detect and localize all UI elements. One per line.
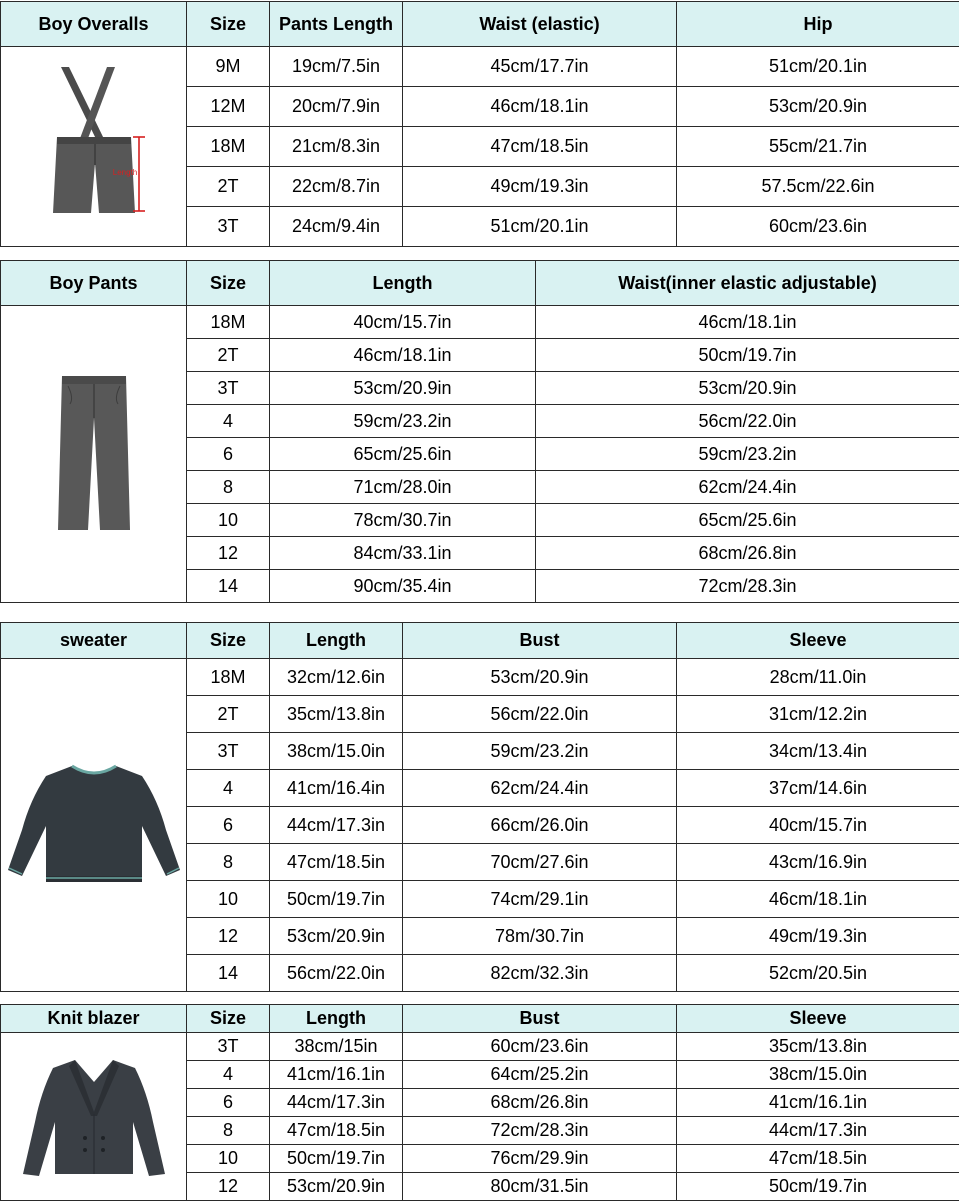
bust-cell: 76cm/29.9in [403,1145,677,1173]
bust-cell: 74cm/29.1in [403,881,677,918]
bust-cell: 66cm/26.0in [403,807,677,844]
size-cell: 14 [187,955,270,992]
header-sleeve: Sleeve [677,623,959,659]
size-cell: 6 [187,438,270,471]
length-cell: 56cm/22.0in [270,955,403,992]
bust-cell: 64cm/25.2in [403,1061,677,1089]
length-cell: 38cm/15in [270,1033,403,1061]
bust-cell: 80cm/31.5in [403,1173,677,1201]
header-pants-length: Pants Length [270,2,403,47]
size-cell: 9M [187,47,270,87]
bust-cell: 59cm/23.2in [403,733,677,770]
waist-cell: 46cm/18.1in [536,306,959,339]
size-cell: 4 [187,1061,270,1089]
waist-cell: 62cm/24.4in [536,471,959,504]
blazer-size-table [0,1004,959,1201]
bust-cell: 78m/30.7in [403,918,677,955]
table-header-row [1,261,959,306]
header-product: Knit blazer [1,1005,187,1033]
length-cell: 44cm/17.3in [270,807,403,844]
length-cell: 71cm/28.0in [270,471,536,504]
waist-cell: 51cm/20.1in [403,207,677,247]
length-cell: 59cm/23.2in [270,405,536,438]
pants-length-cell: 20cm/7.9in [270,87,403,127]
sleeve-cell: 40cm/15.7in [677,807,959,844]
sleeve-cell: 28cm/11.0in [677,659,959,696]
waist-cell: 72cm/28.3in [536,570,959,603]
hip-cell: 53cm/20.9in [677,87,959,127]
length-cell: 41cm/16.4in [270,770,403,807]
size-cell: 8 [187,1117,270,1145]
sleeve-cell: 43cm/16.9in [677,844,959,881]
size-cell: 10 [187,504,270,537]
header-product: sweater [1,623,187,659]
length-cell: 41cm/16.1in [270,1061,403,1089]
length-cell: 53cm/20.9in [270,918,403,955]
size-cell: 10 [187,1145,270,1173]
sweater-illustration [6,760,182,890]
size-cell: 2T [187,696,270,733]
bust-cell: 82cm/32.3in [403,955,677,992]
size-cell: 12 [187,918,270,955]
length-cell: 32cm/12.6in [270,659,403,696]
header-size: Size [187,2,270,47]
sleeve-cell: 50cm/19.7in [677,1173,959,1201]
size-cell: 2T [187,339,270,372]
table-row [1,47,959,87]
pants-length-cell: 19cm/7.5in [270,47,403,87]
length-cell: 90cm/35.4in [270,570,536,603]
header-bust: Bust [403,623,677,659]
table-row [1,1033,959,1061]
length-cell: 50cm/19.7in [270,881,403,918]
sleeve-cell: 37cm/14.6in [677,770,959,807]
size-cell: 6 [187,807,270,844]
size-cell: 14 [187,570,270,603]
sleeve-cell: 49cm/19.3in [677,918,959,955]
length-cell: 46cm/18.1in [270,339,536,372]
header-length: Length [270,623,403,659]
header-product: Boy Overalls [1,2,187,47]
size-cell: 12M [187,87,270,127]
size-cell: 4 [187,405,270,438]
length-cell: 78cm/30.7in [270,504,536,537]
sleeve-cell: 46cm/18.1in [677,881,959,918]
header-waist: Waist (elastic) [403,2,677,47]
table-row [1,306,959,339]
size-cell: 6 [187,1089,270,1117]
sleeve-cell: 44cm/17.3in [677,1117,959,1145]
header-length: Length [270,1005,403,1033]
length-cell: 40cm/15.7in [270,306,536,339]
size-cell: 10 [187,881,270,918]
blazer-image [1,1033,187,1201]
size-cell: 18M [187,127,270,167]
pants-illustration [54,374,134,534]
size-cell: 2T [187,167,270,207]
table-header-row [1,2,959,47]
waist-cell: 49cm/19.3in [403,167,677,207]
length-annotation: Length [112,168,136,177]
pants-length-cell: 24cm/9.4in [270,207,403,247]
header-size: Size [187,623,270,659]
sweater-image [1,659,187,992]
header-length: Length [270,261,536,306]
size-cell: 12 [187,537,270,570]
waist-cell: 45cm/17.7in [403,47,677,87]
waist-cell: 50cm/19.7in [536,339,959,372]
hip-cell: 57.5cm/22.6in [677,167,959,207]
pants-size-table [0,260,959,603]
sleeve-cell: 38cm/15.0in [677,1061,959,1089]
size-cell: 3T [187,733,270,770]
length-cell: 53cm/20.9in [270,372,536,405]
table-row [1,659,959,696]
bust-cell: 70cm/27.6in [403,844,677,881]
bust-cell: 68cm/26.8in [403,1089,677,1117]
overalls-illustration [39,67,149,227]
length-cell: 47cm/18.5in [270,844,403,881]
size-cell: 4 [187,770,270,807]
header-sleeve: Sleeve [677,1005,959,1033]
bust-cell: 56cm/22.0in [403,696,677,733]
length-cell: 84cm/33.1in [270,537,536,570]
header-product: Boy Pants [1,261,187,306]
size-cell: 12 [187,1173,270,1201]
bust-cell: 72cm/28.3in [403,1117,677,1145]
table-header-row [1,1005,959,1033]
waist-cell: 46cm/18.1in [403,87,677,127]
sleeve-cell: 52cm/20.5in [677,955,959,992]
sleeve-cell: 34cm/13.4in [677,733,959,770]
size-cell: 3T [187,1033,270,1061]
length-cell: 35cm/13.8in [270,696,403,733]
sleeve-cell: 35cm/13.8in [677,1033,959,1061]
hip-cell: 51cm/20.1in [677,47,959,87]
waist-cell: 53cm/20.9in [536,372,959,405]
header-waist: Waist(inner elastic adjustable) [536,261,959,306]
length-cell: 38cm/15.0in [270,733,403,770]
pants-image [1,306,187,603]
overalls-size-table [0,1,959,247]
header-bust: Bust [403,1005,677,1033]
bust-cell: 62cm/24.4in [403,770,677,807]
waist-cell: 68cm/26.8in [536,537,959,570]
size-cell: 3T [187,207,270,247]
waist-cell: 65cm/25.6in [536,504,959,537]
bust-cell: 53cm/20.9in [403,659,677,696]
hip-cell: 55cm/21.7in [677,127,959,167]
waist-cell: 56cm/22.0in [536,405,959,438]
length-cell: 44cm/17.3in [270,1089,403,1117]
size-cell: 8 [187,844,270,881]
waist-cell: 59cm/23.2in [536,438,959,471]
header-size: Size [187,261,270,306]
bust-cell: 60cm/23.6in [403,1033,677,1061]
length-cell: 50cm/19.7in [270,1145,403,1173]
sweater-size-table [0,622,959,992]
pants-length-cell: 21cm/8.3in [270,127,403,167]
sleeve-cell: 47cm/18.5in [677,1145,959,1173]
size-cell: 18M [187,306,270,339]
size-cell: 3T [187,372,270,405]
sleeve-cell: 41cm/16.1in [677,1089,959,1117]
length-cell: 53cm/20.9in [270,1173,403,1201]
pants-length-cell: 22cm/8.7in [270,167,403,207]
table-header-row [1,623,959,659]
blazer-illustration [19,1052,169,1182]
length-cell: 47cm/18.5in [270,1117,403,1145]
sleeve-cell: 31cm/12.2in [677,696,959,733]
length-cell: 65cm/25.6in [270,438,536,471]
overalls-image [1,47,187,247]
hip-cell: 60cm/23.6in [677,207,959,247]
header-size: Size [187,1005,270,1033]
header-hip: Hip [677,2,959,47]
size-cell: 18M [187,659,270,696]
size-cell: 8 [187,471,270,504]
waist-cell: 47cm/18.5in [403,127,677,167]
